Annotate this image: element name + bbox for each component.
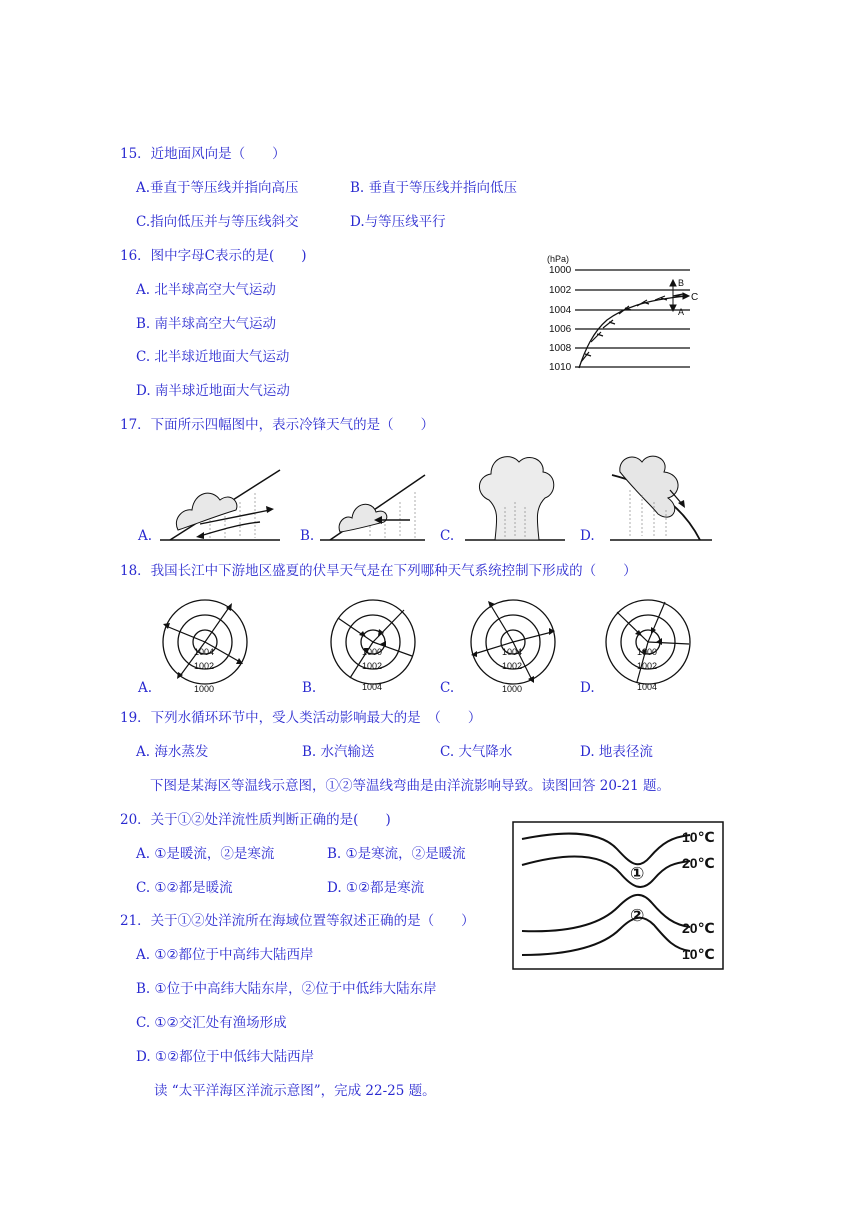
q15-option-c: C.指向低压并与等压线斜交 <box>136 214 299 230</box>
isobar-mid: 1002 <box>502 661 523 671</box>
isobar-inner: 1000 <box>362 647 383 657</box>
isobar-figure <box>545 250 705 380</box>
isobar-1002: 1002 <box>549 285 572 296</box>
isotherm-bottom-20: 20℃ <box>682 920 715 936</box>
isobar-1008: 1008 <box>549 343 572 354</box>
current-marker-1: ① <box>630 864 645 883</box>
letter-a: A <box>678 307 685 317</box>
isotherm-figure <box>512 821 724 970</box>
convection-diagram-c <box>465 452 565 544</box>
q18-label-d: D. <box>580 680 595 696</box>
isotherm-bottom-10: 10℃ <box>682 946 715 962</box>
q21-option-d: D. ①②都位于中低纬大陆西岸 <box>136 1049 315 1065</box>
q21-option-c: C. ①②交汇处有渔场形成 <box>136 1015 287 1031</box>
q19-option-d: D. 地表径流 <box>580 744 653 760</box>
q15-stem: 15．近地面风向是（ ） <box>120 146 286 162</box>
front-diagram-b <box>310 460 430 545</box>
q17-label-c: C. <box>440 528 455 544</box>
q17-label-a: A. <box>138 528 153 544</box>
q21-stem: 21．关于①②处洋流所在海域位置等叙述正确的是（ ） <box>120 913 475 929</box>
front-diagram-d <box>600 450 715 545</box>
isobar-mid: 1002 <box>362 661 383 671</box>
letter-b: B <box>678 278 685 288</box>
q15-option-a: A.垂直于等压线并指向高压 <box>136 180 299 196</box>
q16-option-a: A. 北半球高空大气运动 <box>136 282 276 298</box>
isobar-1010: 1010 <box>549 362 572 373</box>
q15-option-d: D.与等压线平行 <box>350 214 446 230</box>
isobar-inner: 1000 <box>637 647 658 657</box>
isobar-1004: 1004 <box>549 305 572 316</box>
pressure-system-a <box>160 598 250 694</box>
q18-label-c: C. <box>440 680 455 696</box>
pressure-system-c <box>468 598 558 694</box>
isobar-outer: 1000 <box>502 684 523 694</box>
pressure-system-d <box>603 598 693 694</box>
isobar-mid: 1002 <box>637 661 658 671</box>
pressure-system-b <box>328 598 418 694</box>
q20-option-b: B. ①是寒流，②是暖流 <box>327 846 466 862</box>
q21-option-a: A. ①②都位于中高纬大陆西岸 <box>136 947 314 963</box>
isobar-1006: 1006 <box>549 324 572 335</box>
q15-option-b: B. 垂直于等压线并指向低压 <box>350 180 518 196</box>
q20-stem: 20．关于①②处洋流性质判断正确的是( ) <box>120 812 391 828</box>
q18-label-b: B. <box>302 680 317 696</box>
q20-option-d: D. ①②都是寒流 <box>327 880 425 896</box>
q21-option-b: B. ①位于中高纬大陆东岸，②位于中低纬大陆东岸 <box>136 981 437 997</box>
isotherm-top-20: 20℃ <box>682 855 715 871</box>
intro-20-21: 下图是某海区等温线示意图，①②等温线弯曲是由洋流影响导致。读图回答 20-21 题。 <box>150 778 670 794</box>
isobar-inner: 1004 <box>194 647 215 657</box>
q16-stem: 16．图中字母C表示的是( ) <box>120 248 307 264</box>
q17-label-b: B. <box>300 528 315 544</box>
current-marker-2: ② <box>630 906 645 925</box>
isobar-outer: 1004 <box>637 682 658 692</box>
isobar-unit: (hPa) <box>547 254 570 264</box>
q19-stem: 19．下列水循环环节中，受人类活动影响最大的是 （ ） <box>120 710 482 726</box>
q16-option-c: C. 北半球近地面大气运动 <box>136 349 290 365</box>
isotherm-top-10: 10℃ <box>682 829 715 845</box>
isobar-inner: 1004 <box>502 647 523 657</box>
q17-stem: 17．下面所示四幅图中，表示冷锋天气的是（ ） <box>120 417 435 433</box>
q16-option-b: B. 南半球高空大气运动 <box>136 316 277 332</box>
isobar-outer: 1004 <box>362 682 383 692</box>
q20-option-c: C. ①②都是暖流 <box>136 880 233 896</box>
front-diagram-a <box>140 450 290 545</box>
q20-option-a: A. ①是暖流，②是寒流 <box>136 846 275 862</box>
intro-22-25: 读 “太平洋海区洋流示意图”，完成 22-25 题。 <box>154 1083 436 1099</box>
isobar-mid: 1002 <box>194 661 215 671</box>
q18-label-a: A. <box>138 680 153 696</box>
q19-option-b: B. 水汽输送 <box>302 744 375 760</box>
q18-stem: 18．我国长江中下游地区盛夏的伏旱天气是在下列哪种天气系统控制下形成的（ ） <box>120 563 637 579</box>
isobar-outer: 1000 <box>194 684 215 694</box>
q19-option-a: A. 海水蒸发 <box>136 744 209 760</box>
q16-option-d: D. 南半球近地面大气运动 <box>136 383 290 399</box>
letter-c: C <box>691 292 699 303</box>
q19-option-c: C. 大气降水 <box>440 744 513 760</box>
q17-label-d: D. <box>580 528 595 544</box>
isobar-1000: 1000 <box>549 265 572 276</box>
